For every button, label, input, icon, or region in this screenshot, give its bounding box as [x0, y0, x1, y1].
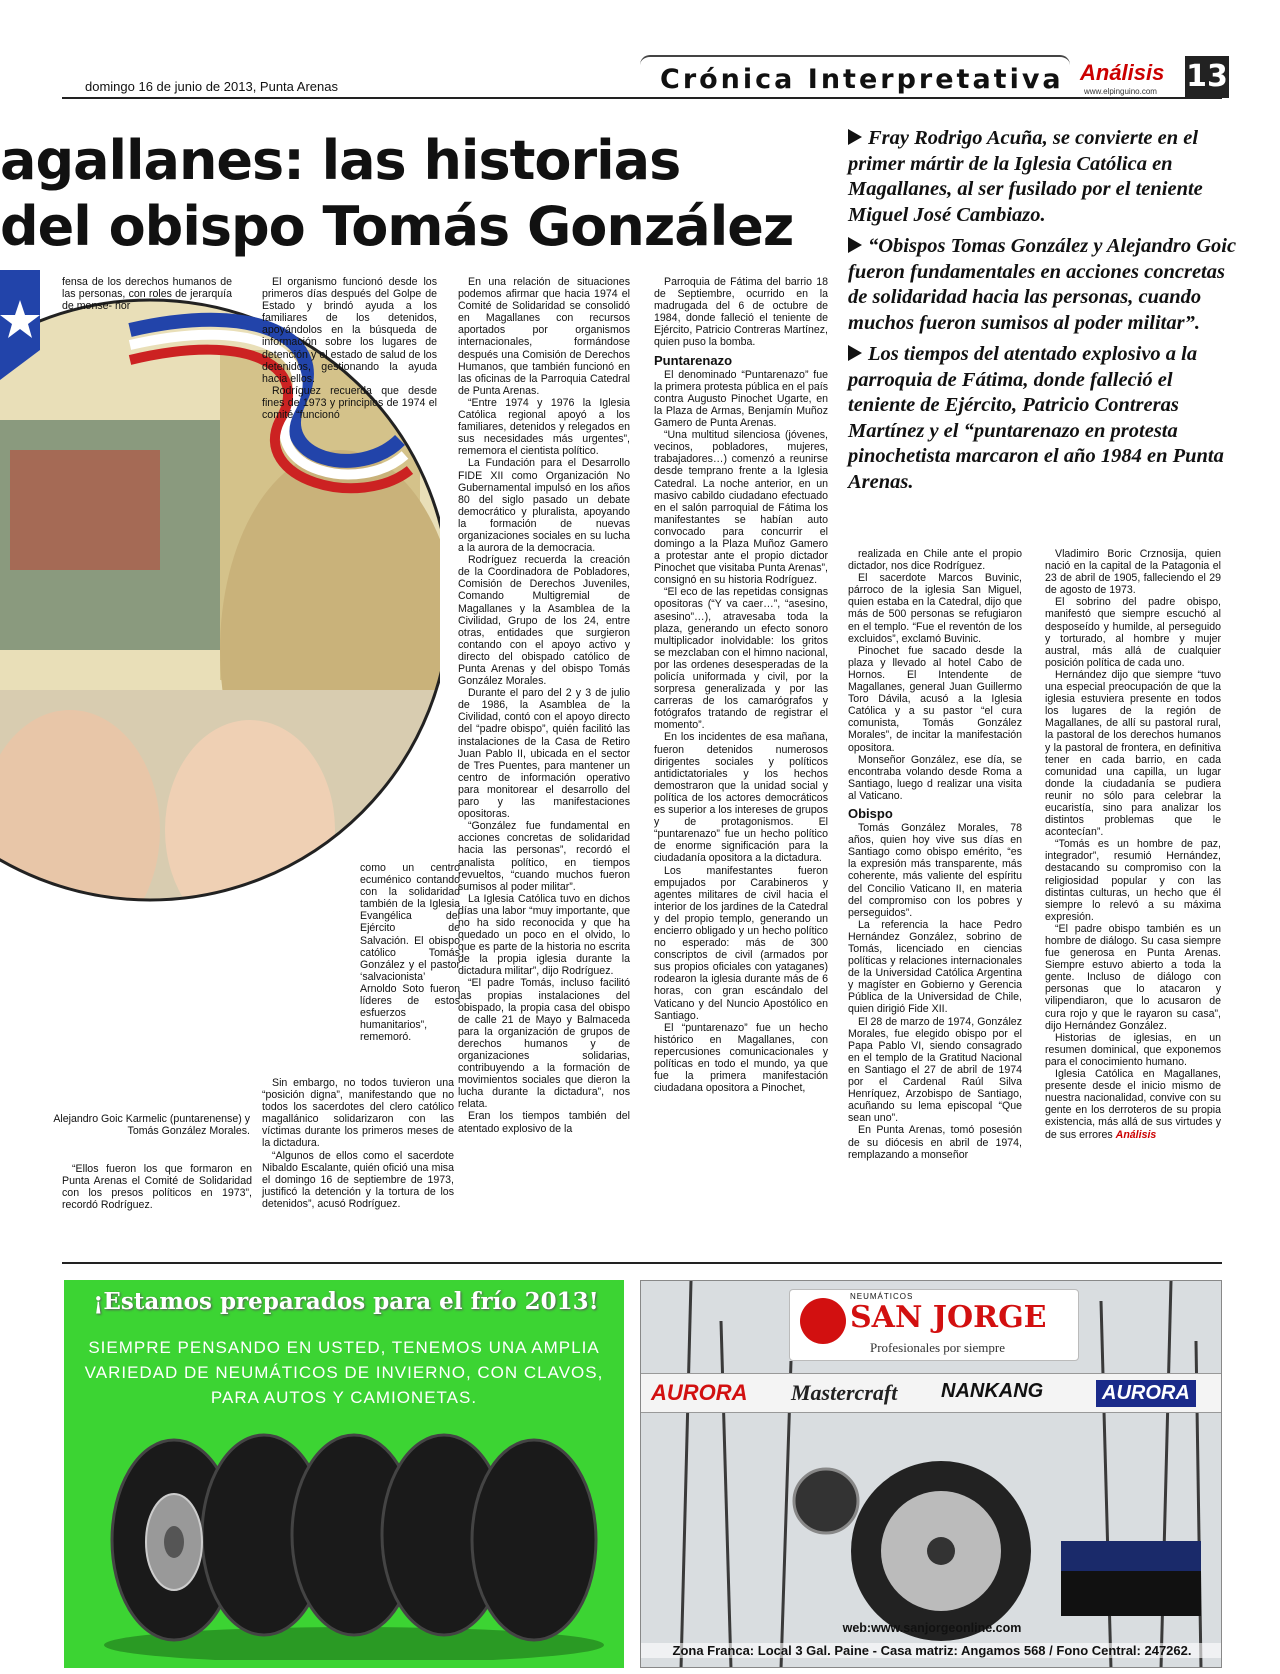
neumaticos-label: NEUMÁTICOS	[850, 1292, 914, 1301]
col5	[848, 548, 1022, 1161]
analisis-logo	[1080, 60, 1190, 100]
paragraph: “Tomás es un hombre de paz, integrador”, resumió Hernández, destacando su compromiso con la religiosidad popular y con las distintas culturas, un hecho que él siempre lo relevó a su máxima expresión.	[1045, 838, 1221, 923]
brand-mastercraft: Mastercraft	[791, 1380, 898, 1405]
bullet-text: Fray Rodrigo Acuña, se convierte en el primer mártir de la Iglesia Católica en Magallanes, al ser fusilado por el teniente Miguel José Cambiazo.	[848, 127, 1203, 226]
triangle-icon	[848, 345, 862, 361]
paragraph: “Entre 1974 y 1976 la Iglesia Católica regional apoyó a los familiares, detenidos y relegados en sus necesidades más urgentes”, rememora el cientista político.	[458, 396, 630, 458]
col4	[654, 276, 828, 1094]
paragraph: En los incidentes de esa mañana, fueron detenidos numerosos dirigentes sociales y políticos antidictatoriales y los hechos demostraron que la unidad social y política de los actores democráticos es superior a los intereses de grupos y de protagonismos. El “puntarenazo” fue un hecho político de enorme significación para la ciudadanía opositora a la dictadura.	[654, 731, 828, 865]
col2-bottom	[262, 1077, 454, 1210]
paragraph: El denominado “Puntarenazo” fue la primera protesta pública en el país contra Augusto Pinochet Ugarte, en la Plaza de Armas, Benjamín Muñoz Gamero de Punta Arenas.	[654, 368, 828, 430]
paragraph: “González fue fundamental en acciones concretas de solidaridad hacia las personas”, recordó el analista político, en tiempos revueltos, “cuando muchos fueron sumisos al poder militar”.	[458, 820, 630, 893]
paragraph: Rodríguez recuerda la creación de la Coordinadora de Pobladores, Comisión de Derechos Juveniles, Comando Multigremial de Magallanes y la Asamblea de la Civilidad, Grupo de los 24, entre otras, entidades que surgieron contando con el apoyo activo y directo del obispado católico de Punta Arenas y del obispo Tomás González Morales.	[458, 554, 630, 688]
ad-website[interactable]: web:www.sanjorgeonline.com	[842, 1621, 1022, 1635]
san-jorge-emblem-icon	[800, 1298, 846, 1344]
col1-top	[62, 276, 232, 312]
triangle-icon	[848, 237, 862, 253]
paragraph: Sin embargo, no todos tuvieron una “posición digna”, manifestando que no todos los sacerdotes del clero católico magallánico solidarizaron con las víctimas durante los primeros meses de la dictadura.	[262, 1077, 454, 1150]
paragraph: “El eco de las repetidas consignas opositoras (“Y va caer…”, “asesino, asesino”…), atravesaba toda la plaza, generando un efecto sonoro multiplicador inolvidable: los gritos se mezclaban con el himno nacional, por las ordenes desesperadas de la policía uniformada y civil, por la sorpresa generalizada y por las carreras de los camarógrafos y fotógrafos tratando de registrar el momento”.	[654, 586, 828, 732]
san-jorge-title: SAN JORGE	[850, 1300, 1047, 1335]
paragraph: Rodríguez recuerda que desde fines de 1973 y principios de 1974 el comité “funcionó	[262, 384, 437, 422]
paragraph: Tomás González Morales, 78 años, quien hoy vive sus días en Santiago como obispo emérito, “es la expresión más transparente, más coherente, más valiente del espíritu del Concilio Vaticano II, en materia del compromiso con los pobres y perseguidos”.	[848, 822, 1022, 919]
san-jorge-subtitle: Profesionales por siempre	[870, 1340, 1006, 1355]
paragraph: El sacerdote Marcos Buvinic, párroco de la iglesia San Miguel, quien estaba en la Catedral, dijo que más de 500 personas se refugiaron en el templo. “Fue el reventón de los excluidos”, exclamó Buvinic.	[848, 572, 1022, 645]
col6	[1045, 548, 1221, 1141]
subheading: Obispo	[848, 805, 893, 821]
section-title: Crónica Interpretativa	[660, 64, 1064, 95]
col3	[458, 276, 630, 1135]
header-rule	[62, 97, 1222, 99]
paragraph: Monseñor González, ese día, se encontraba volando desde Roma a Santiago, luego d realizar una visita al Vaticano.	[848, 753, 1022, 802]
paragraph: La Fundación para el Desarrollo FIDE XII como Organización No Gubernamental impulsó en los años 80 del siglo pasado un debate democrático y pluralista, apoyando la formación de nuevas organizaciones sociales en su lucha a la aurora de la democracia.	[458, 457, 630, 555]
paragraph: Los manifestantes fueron empujados por Carabineros y agentes militares de civil hacia el interior de los jardines de la Catedral y del propio templo, generando un encierro obligado y un hecho político no esperado: más de 300 conscriptos de civil (armados por sus propios oficiales con yataganes) rodearon la iglesia durante más de 6 horas, con gran escándalo del Vaticano y del Nuncio Apostólico en Santiago.	[654, 864, 828, 1022]
paragraph: “El padre obispo también es un hombre de diálogo. Su casa siempre fue generosa en Punta Arenas. Siempre estuvo abierto a toda la gente. Incluso de diálogo con personas que lo atacaron y vilipendiaron, que lo acusaron de cura rojo y que le rayaron su casa”, dijo Hernández González.	[1045, 922, 1221, 1032]
headline	[0, 128, 793, 260]
dateline: domingo 16 de junio de 2013, Punta Arenas	[85, 79, 338, 94]
paragraph-text: Iglesia Católica en Magallanes, presente desde el inicio mismo de nuestra nacionalidad, convive con su gente en los derroteros de su propia existencia, más allá de sus virtudes y de sus errores	[1045, 1068, 1221, 1141]
paragraph: “Una multitud silenciosa (jóvenes, vecinos, pobladores, mujeres, trabajadores…) comenzó a reunirse desde temprano frente a la Iglesia Catedral. La noche anterior, en un masivo cabildo ciudadano efectuado en el salón parroquial de Fátima los manifestantes se habían auto convocado para concurrir el domingo a la Plaza Muñoz Gamero a protestar ante el propio dictador Pinochet que visitaba Punta Arenas”, consignó en su historia Rodríguez.	[654, 429, 828, 587]
ad-body: SIEMPRE PENSANDO EN USTED, TENEMOS UNA AMPLIA VARIEDAD DE NEUMÁTICOS DE INVIERNO, CON CLAVOS, PARA AUTOS Y CAMIONETAS.	[84, 1338, 604, 1407]
paragraph: El 28 de marzo de 1974, González Morales, fue elegido obispo por el Papa Pablo VI, siendo consagrado en el templo de la Gratitud Nacional en Santiago el 27 de abril de 1974 por el Cardenal Raúl Silva Henríquez, Arzobispo de Santiago, acuñando su lema episcopal “Que sean uno”.	[848, 1015, 1022, 1125]
paragraph: “Ellos fueron los que formaron en Punta Arenas el Comité de Solidaridad con los presos políticos en 1973”, recordó Rodríguez.	[62, 1163, 252, 1212]
bullet-text: Los tiempos del atentado explosivo a la parroquia de Fátima, donde falleció el teniente de Ejército, Patricio Contreras Martínez y el “puntarenazo en protesta pinochetista marcaron el año 1984 en Punta Arenas.	[848, 343, 1224, 493]
paragraph: En Punta Arenas, tomó posesión de su diócesis en abril de 1974, remplazando a monseñor	[848, 1124, 1022, 1161]
paragraph: Vladimiro Boric Crznosija, quien nació en la capital de la Patagonia el 23 de abril de 1905, falleciendo el 29 de agosto de 1973.	[1045, 548, 1221, 597]
paragraph: como un centro ecuménico contando con la solidaridad también de la Iglesia Evangélica del Ejército de Salvación. El obispo católico Tomás González y el pastor ‘salvacionista’ Arnoldo Soto fueron líderes de estos esfuerzos humanitarios”, rememoró.	[360, 862, 460, 1044]
col2-top	[262, 276, 437, 421]
paragraph: Durante el paro del 2 y 3 de julio de 1986, la Asamblea de la Civilidad, contó con el apoyo directo del “padre obispo”, quién facilitó las instalaciones de la Casa de Retiro Juan Pablo II, ubicada en el sector de Tres Puentes, para mantener un centro de información operativo para monitorear el desarrollo del paro y las manifestaciones opositoras.	[458, 687, 630, 821]
ad-contact: Zona Franca: Local 3 Gal. Paine - Casa matriz: Angamos 568 / Fono Central: 247262.	[641, 1643, 1222, 1658]
ad-title: ¡Estamos preparados para el frío 2013!	[93, 1288, 599, 1315]
paragraph: En una relación de situaciones podemos afirmar que hacia 1974 el Comité de Solidaridad se consolidó en Magallanes con recursos aportados por organismos internacionales, formándose después una Comisión de Derechos Humanos, que también funcionó en las oficinas de la Parroquia Catedral de Punta Arenas.	[458, 276, 630, 397]
paragraph: Eran los tiempos también del atentado explosivo de la	[458, 1110, 630, 1135]
paragraph: El organismo funcionó desde los primeros días después del Golpe de Estado y brindó ayuda a los familiares de los detenidos, apoyándolos en la búsqueda de información sobre los lugares de detención y el estado de salud de los detenidos, gestionando la ayuda hacia ellos.	[262, 276, 437, 385]
paragraph: Hernández dijo que siempre “tuvo una especial preocupación de que la iglesia estuviera presente en todos los lugares de la región de Magallanes, de allí su pastoral rural, la pastoral de los derechos humanos y la pastoral de frontera, en definitiva tener en cada barrio, en cada comunidad una capilla, un lugar donde la ciudadanía se pudiera reunir no sólo para celebrar la eucaristía, sino para analizar los distintos problemas que le acontecían”.	[1045, 668, 1221, 839]
triangle-icon	[848, 129, 862, 145]
ad-rule	[62, 1262, 1222, 1264]
photo-caption	[40, 1113, 250, 1137]
brand-aurora: AURORA	[651, 1380, 748, 1405]
page-number: 13	[1185, 56, 1229, 98]
paragraph: La Iglesia Católica tuvo en dichos días una labor “muy importante, que no ha sido reconocida y que ha quedado un poco en el olvido, lo que es parte de la historia no escrita de la propia iglesia durante la dictadura militar”, dijo Rodríguez.	[458, 892, 630, 978]
brand-aurora-baterias: AURORA	[1096, 1380, 1196, 1407]
caption-text: Alejandro Goic Karmelic (puntarenense) y Tomás González Morales.	[53, 1113, 250, 1138]
summary-bullets	[848, 126, 1238, 501]
paragraph: Parroquia de Fátima del barrio 18 de Septiembre, ocurrido en la madrugada del 6 de octubre de 1984, donde falleció el teniente de Ejército, Patricio Contreras Martínez, quien puso la bomba.	[654, 276, 828, 349]
col1-bottom	[62, 1163, 252, 1211]
bullet-text: “Obispos Tomas González y Alejandro Goic fueron fundamentales en acciones concretas de solidaridad hacia las personas, cuando muchos fueron sumisos al poder militar”.	[848, 235, 1237, 334]
san-jorge-logo-box	[789, 1289, 1079, 1361]
paragraph: La referencia la hace Pedro Hernández González, sobrino de Tomás, licenciado en ciencias políticas y relaciones internacionales de la Universidad Católica Argentina y magíster en Gobierno y Gerencia Pública de la Universidad de Chile, quien dirigió Fide XII.	[848, 918, 1022, 1016]
summary-bullet	[848, 126, 1238, 228]
paragraph: Pinochet fue sacado desde la plaza y llevado al hotel Cabo de Hornos. El Intendente de Magallanes, general Juan Guillermo Toro Dávila, acusó a la Iglesia Católica y a su pastor “el cura comunista, Tomás González Morales”, de incitar la manifestación opositora.	[848, 644, 1022, 754]
subheading: Puntarenazo	[654, 352, 733, 368]
tire-ad[interactable]	[64, 1280, 624, 1668]
brand-strip	[641, 1373, 1222, 1413]
san-jorge-ad[interactable]	[640, 1280, 1222, 1668]
paragraph: “El padre Tomás, incluso facilitó las propias instalaciones del obispado, la propia casa del obispo de calle 21 de Mayo y Balmaceda para la organización de grupos de derechos humanos y de organizaciones solidarias, contribuyendo a la formación de movimientos sociales que dieron la lucha durante la dictadura”, nos relata.	[458, 977, 630, 1111]
headline-line-1: agallanes: las historias	[0, 129, 681, 192]
paragraph: fensa de los derechos humanos de las personas, con roles de jerarquía de monse- ñor	[62, 276, 232, 313]
paragraph	[1045, 1068, 1221, 1141]
summary-bullet	[848, 234, 1238, 336]
paragraph: “Algunos de ellos como el sacerdote Nibaldo Escalante, quién ofició una misa el domingo 16 de septiembre de 1973, justificó la detención y la tortura de los detenidos”, acusó Rodríguez.	[262, 1149, 454, 1210]
logo-text: Análisis	[1080, 60, 1165, 85]
col1-side	[360, 862, 460, 1043]
paragraph: El sobrino del padre obispo, manifestó que siempre escuchó al desposeído y humilde, al perseguido y torturado, al hombre y mujer austral, más allá de cualquier posición política de cada uno.	[1045, 596, 1221, 669]
paragraph: El “puntarenazo” fue un hecho histórico en Magallanes, con repercusiones comunicacionales y políticas en todo el mundo, ya que fue la primera manifestación ciudadana opositora a Pinochet,	[654, 1021, 828, 1095]
paragraph: realizada en Chile ante el propio dictador, nos dice Rodríguez.	[848, 548, 1022, 573]
logo-url: www.elpinguino.com	[1084, 87, 1157, 96]
brand-nankang: NANKANG	[941, 1380, 1044, 1402]
paragraph: Historias de iglesias, en un resumen dominical, que exponemos para el conocimiento humano.	[1045, 1031, 1221, 1068]
headline-line-2: del obispo Tomás González	[0, 195, 794, 258]
tires-image	[94, 1430, 614, 1660]
end-mark-logo: Análisis	[1115, 1128, 1157, 1141]
summary-bullet	[848, 342, 1238, 495]
